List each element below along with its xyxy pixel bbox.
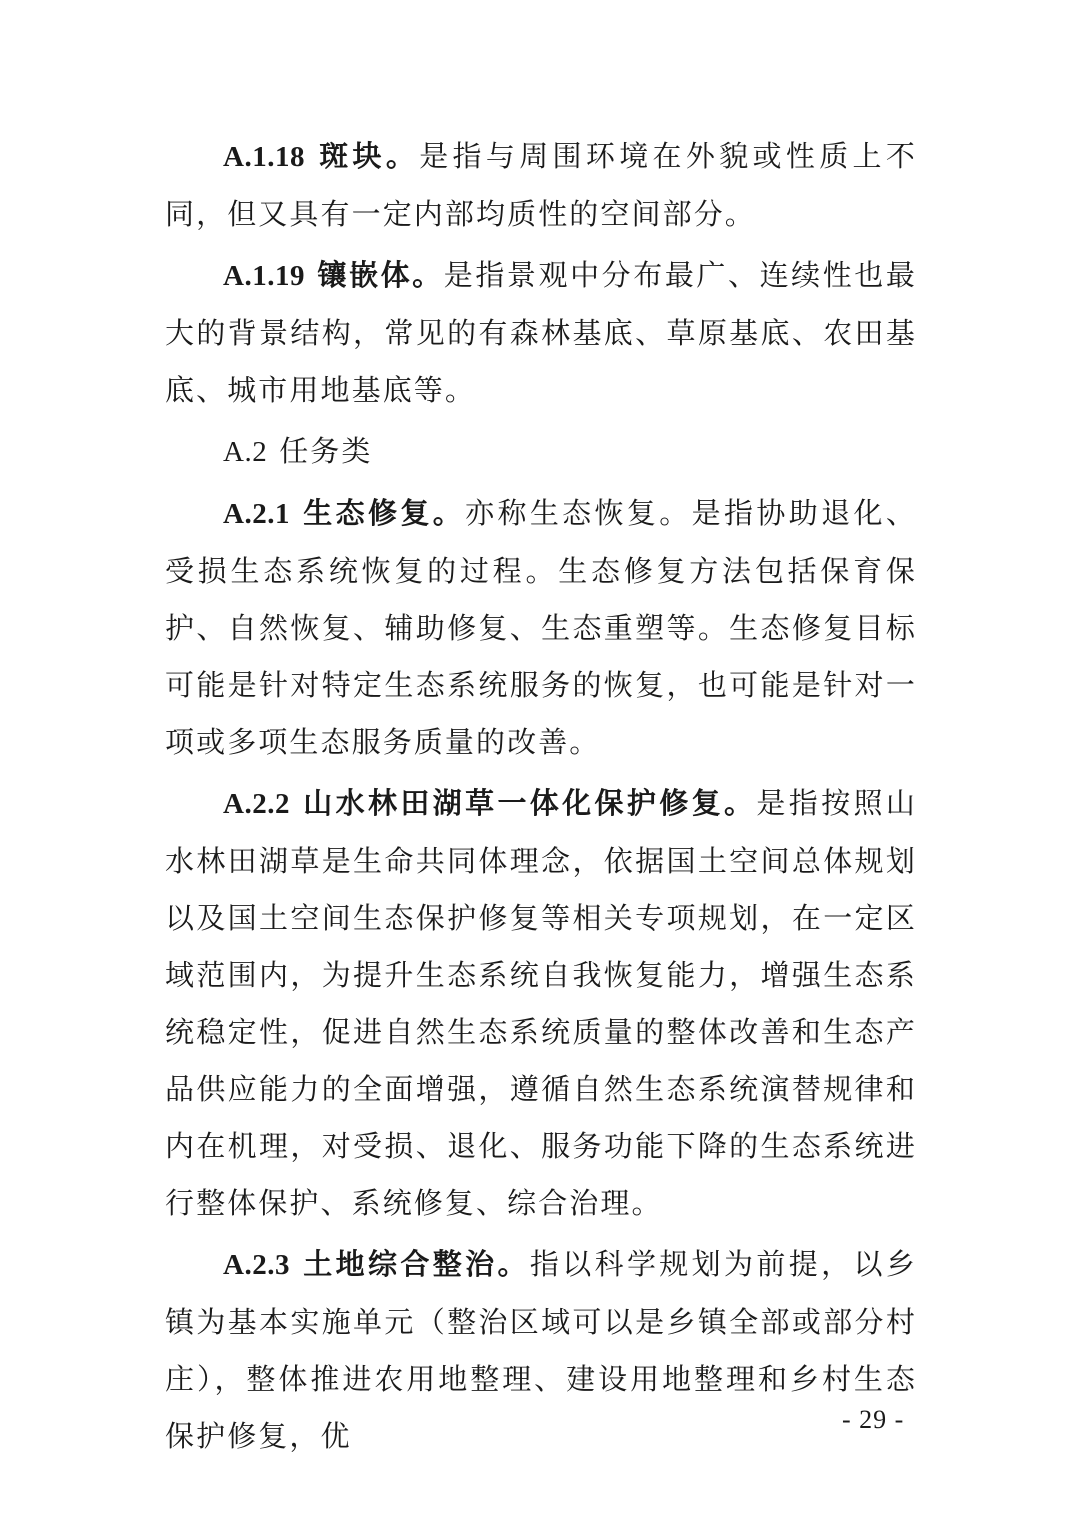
term-definition: 是指按照山水林田湖草是生命共同体理念，依据国土空间总体规划以及国土空间生态保护修复等相关专项规划，在一定区域范围内，为提升生态系统自我恢复能力，增强生态系统稳定性，促进自然生态系统质量的整体改善和生态产品供应能力的全面增强，遵循自然生态系统演替规律和内在机理，对受损、退化、服务功能下降的生态系统进行整体保护、系统修复、综合治理。	[165, 786, 917, 1220]
term-name: 斑块。	[316, 139, 420, 173]
term-id: A.2.3	[223, 1249, 290, 1281]
term-id: A.1.18	[223, 141, 305, 173]
term-id: A.1.19	[223, 260, 305, 292]
term-id: A.2.1	[223, 498, 290, 530]
section-title: 任务类	[279, 434, 373, 468]
entry-a-2-3	[165, 1236, 917, 1465]
term-name: 生态修复。	[301, 496, 466, 530]
entry-a-1-19	[165, 247, 917, 419]
document-page	[165, 128, 917, 1465]
term-name: 山水林田湖草一体化保护修复。	[301, 786, 757, 820]
entry-a-1-18	[165, 128, 917, 243]
section-heading-a-2	[165, 423, 917, 481]
term-definition: 是指景观中分布最广、连续性也最大的背景结构，常见的有森林基底、草原基底、农田基底、城市用地基底等。	[165, 258, 917, 407]
section-number: A.2	[223, 436, 268, 468]
term-definition: 亦称生态恢复。是指协助退化、受损生态系统恢复的过程。生态修复方法包括保育保护、自然恢复、辅助修复、生态重塑等。生态修复目标可能是针对特定生态系统服务的恢复，也可能是针对一项或多项生态服务质量的改善。	[165, 496, 917, 759]
page-number: - 29 -	[842, 1405, 905, 1434]
term-name: 土地综合整治。	[301, 1247, 530, 1281]
term-definition: 指以科学规划为前提，以乡镇为基本实施单元（整治区域可以是乡镇全部或部分村庄），整体推进农用地整理、建设用地整理和乡村生态保护修复，优	[165, 1247, 918, 1453]
term-name: 镶嵌体。	[316, 258, 444, 292]
term-definition: 是指与周围环境在外貌或性质上不同，但又具有一定内部均质性的空间部分。	[165, 139, 917, 231]
term-id: A.2.2	[223, 788, 290, 820]
entry-a-2-2	[165, 775, 917, 1232]
entry-a-2-1	[165, 485, 917, 771]
